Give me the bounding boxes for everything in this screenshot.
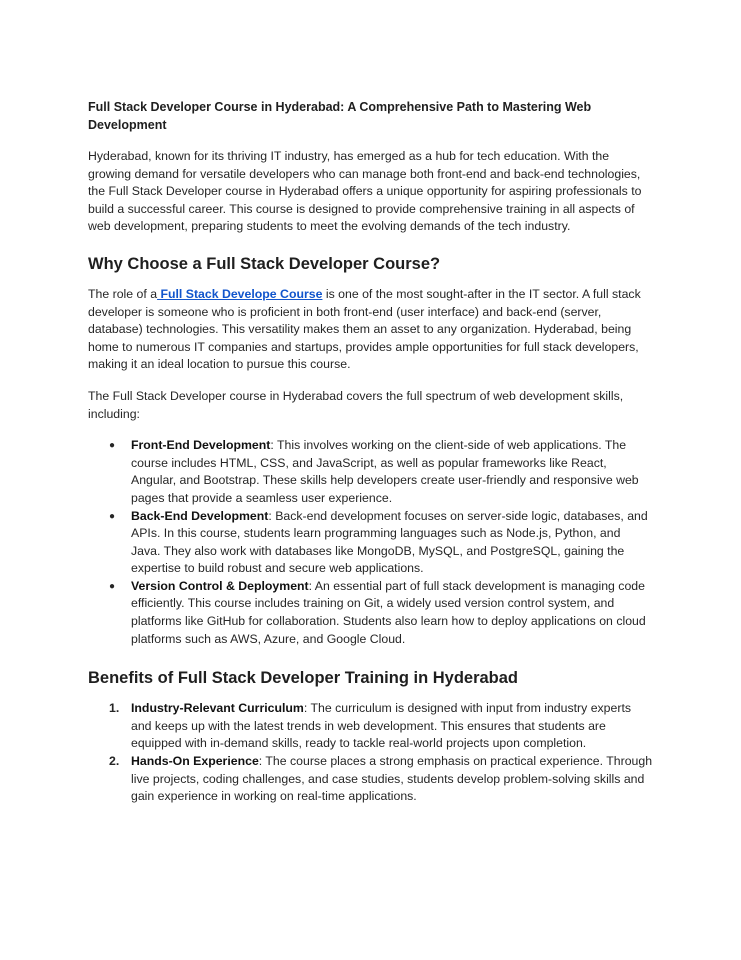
list-item — [109, 753, 653, 806]
section-heading-why-choose: Why Choose a Full Stack Developer Course? — [88, 254, 441, 273]
course-link[interactable]: Full Stack Develope Course — [157, 286, 323, 301]
section-heading-benefits: Benefits of Full Stack Developer Training in Hyderabad — [88, 669, 519, 688]
list-item-term: Hands-On Experience — [131, 754, 259, 769]
role-text-before: The role of a — [88, 286, 158, 301]
list-item-text: : This involves working on the client-side of web applications. The course includes HTML, CSS, and JavaScript, as well as popular frameworks like React, Angular, and Bootstrap. These skills help developers create user-friendly and responsive web pages that provide a seamless user experience. — [131, 438, 639, 505]
list-item — [109, 578, 653, 648]
list-item — [109, 437, 653, 507]
role-text-after: is one of the most sought-after in the IT sector. A full stack developer is someone who is proficient in both front-end (user interface) and back-end (server, database) technologies. This versatility makes them an asset to any organization. Hyderabad, being home to numerous IT companies and startups, provides ample opportunities for full stack developers, making it an ideal location to pursue this course. — [88, 286, 641, 372]
role-paragraph — [88, 286, 653, 374]
list-item-term: Version Control & Deployment — [131, 578, 309, 593]
skills-list — [88, 437, 653, 648]
list-item-text: : The course places a strong emphasis on practical experience. Through live projects, coding challenges, and case studies, students develop problem-solving skills and gain experience in working on real-time applications. — [131, 754, 653, 804]
benefits-list — [88, 700, 653, 806]
list-item — [109, 508, 653, 578]
list-item-term: Industry-Relevant Curriculum — [131, 701, 304, 716]
spectrum-paragraph: The Full Stack Developer course in Hyderabad covers the full spectrum of web development skills, including: — [88, 388, 624, 421]
bullet-icon: ● — [109, 580, 116, 592]
list-item-term: Front-End Development — [131, 438, 271, 453]
list-item-text: : The curriculum is designed with input from industry experts and keeps up with the latest trends in web development. This ensures that students are equipped with in-demand skills, ready to tackle real-world projects upon completion. — [131, 701, 632, 751]
list-item-term: Back-End Development — [131, 508, 269, 523]
bullet-icon: ● — [109, 510, 116, 522]
list-item-text: : Back-end development focuses on server-side logic, databases, and APIs. In this course, students learn programming languages such as Node.js, Python, and Java. They also work with databases like MongoDB, MySQL, and PostgreSQL, gaining the expertise to build robust and secure web applications. — [131, 508, 648, 576]
list-number: 2. — [109, 754, 120, 769]
bullet-icon: ● — [109, 440, 116, 452]
list-item-text: : An essential part of full stack development is managing code efficiently. This course includes training on Git, a widely used version control system, and platforms like GitHub for collaboration. Students also learn how to deploy applications on cloud platforms such as AWS, Azure, and Google Cloud. — [131, 578, 646, 646]
list-number: 1. — [109, 701, 120, 716]
document-title: Full Stack Developer Course in Hyderabad: A Comprehensive Path to Mastering Web Development — [88, 100, 592, 132]
list-item — [109, 700, 653, 753]
intro-paragraph: Hyderabad, known for its thriving IT industry, has emerged as a hub for tech education. With the growing demand for versatile developers who can manage both front-end and back-end technologies, the Full Stack Developer course in Hyderabad offers a unique opportunity for aspiring professionals to build a successful career. This course is designed to provide comprehensive training in all aspects of web development, preparing students to meet the evolving demands of the tech industry. — [88, 149, 642, 234]
